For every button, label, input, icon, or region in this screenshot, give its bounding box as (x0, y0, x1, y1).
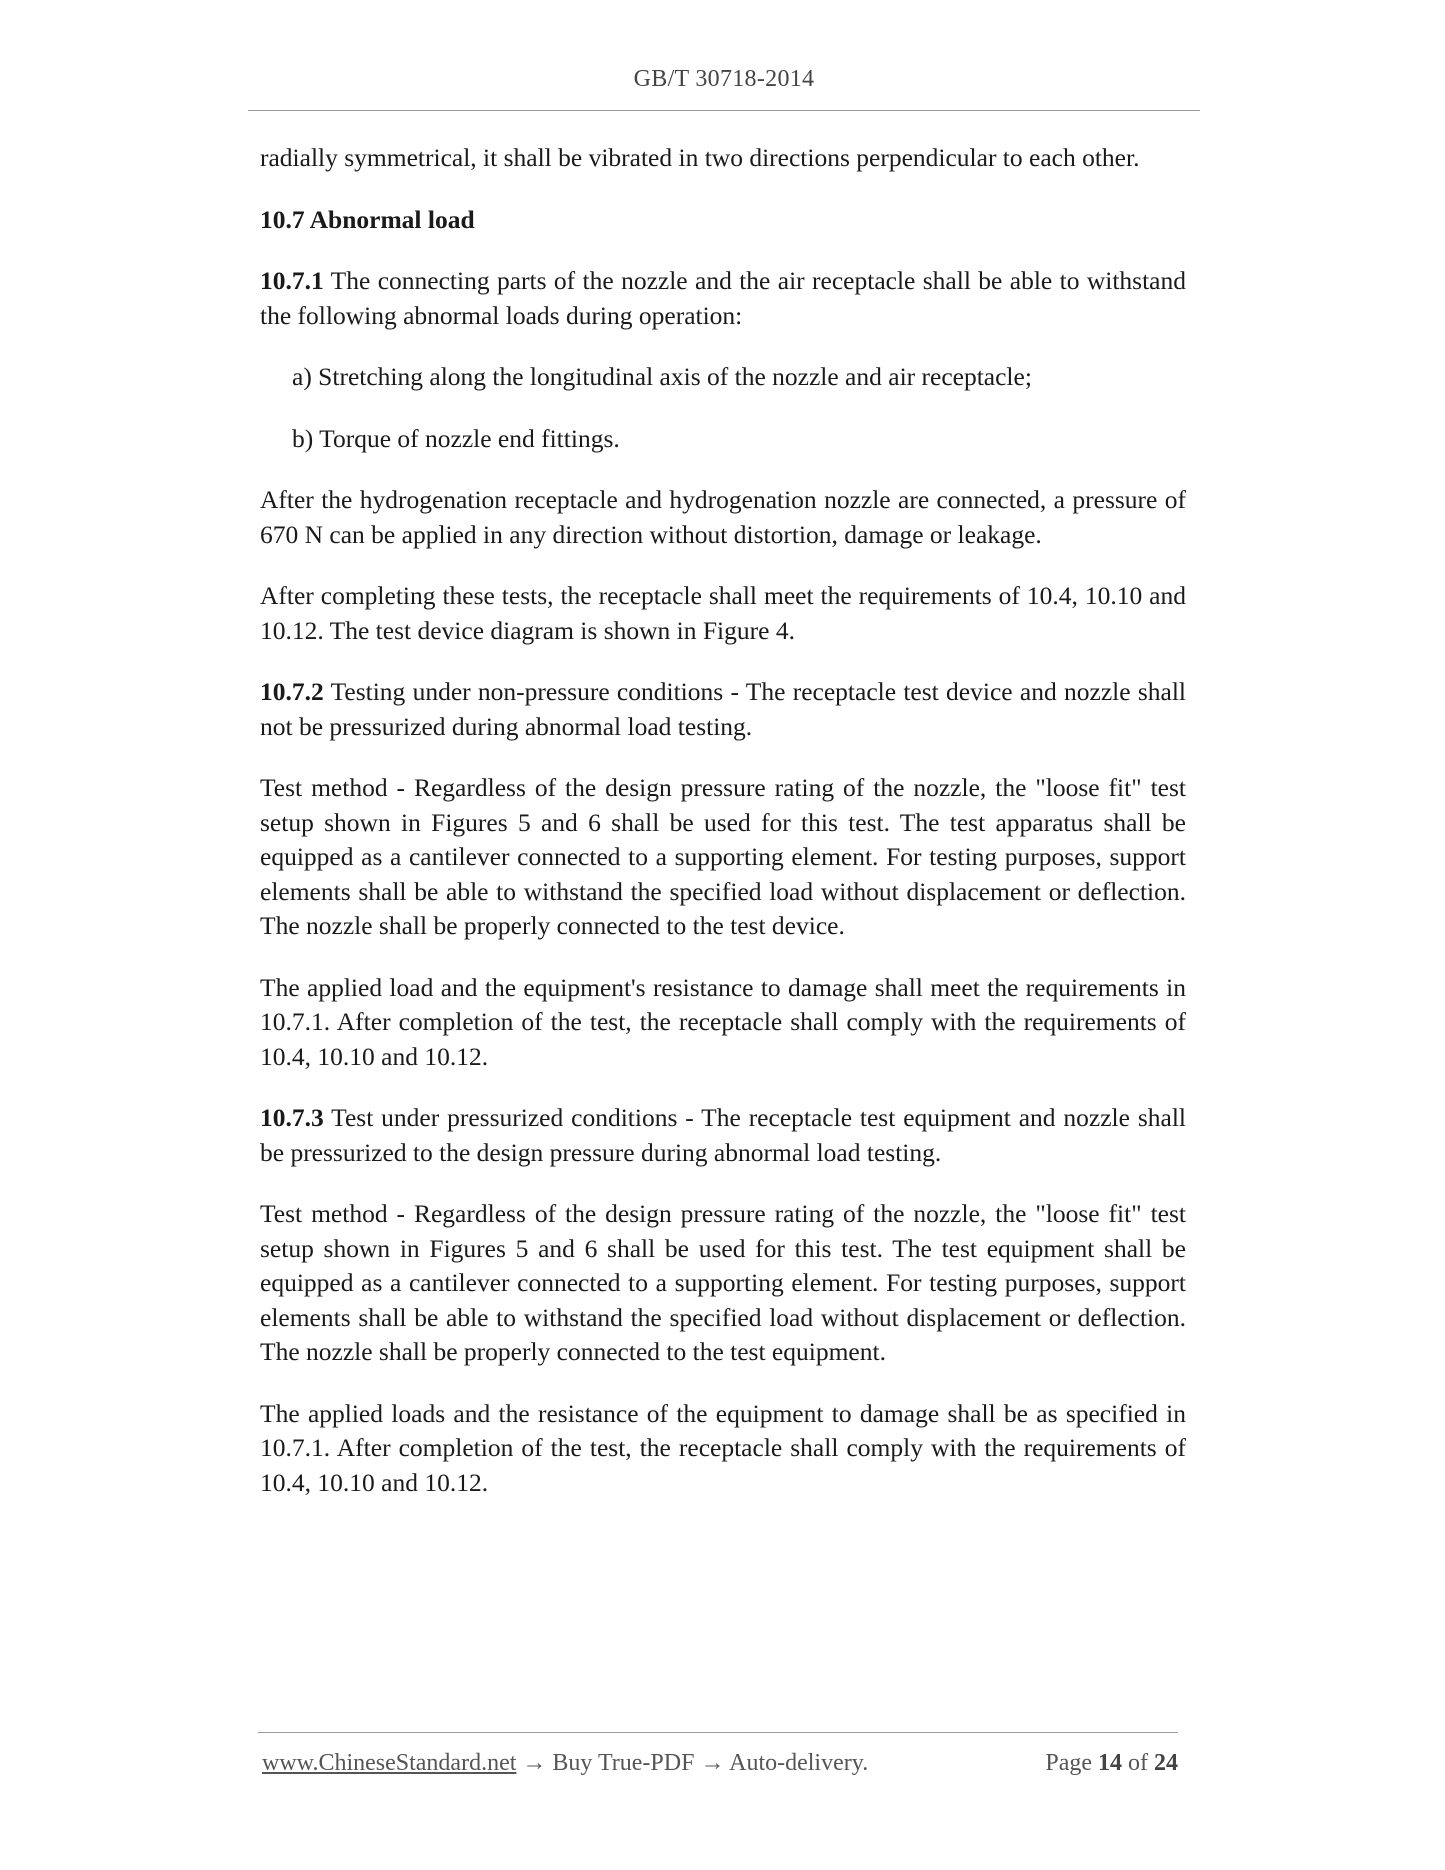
after-tests-paragraph: After completing these tests, the receptacle shall meet the requirements of 10.4, 10.10 and 10.12. The test device diagram is shown in Figure 4. (260, 581, 1186, 645)
list-item: b) Torque of nozzle end fittings. (292, 423, 620, 453)
test-method-paragraph: Test method - Regardless of the design pressure rating of the nozzle, the "loose fit" test setup shown in Figures 5 and 6 shall be used for this test. The test apparatus shall be equipped as a cantilever connected to a supporting element. For testing purposes, support elements shall be able to withstand the specified load without displacement or deflection. The nozzle shall be properly connected to the test device. (260, 773, 1186, 940)
clause-number: 10.7.2 (260, 677, 324, 706)
clause-number: 10.7.3 (260, 1103, 324, 1132)
clause-10-7-3 (260, 1101, 1186, 1170)
clause-text: Testing under non-pressure conditions - The receptacle test device and nozzle shall not be pressurized during abnormal load testing. (260, 677, 1186, 741)
page-indicator (1045, 1750, 1178, 1777)
footer-divider (258, 1732, 1178, 1733)
clause-10-7-1 (260, 264, 1186, 333)
footer-promo (262, 1750, 868, 1777)
promo-text: → Buy True-PDF → Auto-delivery. (516, 1750, 869, 1776)
list-item: a) Stretching along the longitudinal axis of the nozzle and air receptacle; (292, 362, 1032, 391)
pressure-paragraph: After the hydrogenation receptacle and hydrogenation nozzle are connected, a pressure of 670 N can be applied in any direction without distortion, damage or leakage. (260, 485, 1186, 549)
page-number: 14 (1098, 1750, 1122, 1776)
site-link[interactable]: www.ChineseStandard.net (262, 1750, 517, 1776)
clause-10-7-2 (260, 675, 1186, 744)
clause-text: The connecting parts of the nozzle and the air receptacle shall be able to withstand the following abnormal loads during operation: (260, 266, 1186, 330)
header-divider (248, 110, 1200, 111)
continuation-paragraph: radially symmetrical, it shall be vibrated in two directions perpendicular to each other. (260, 143, 1140, 172)
test-method-paragraph: Test method - Regardless of the design pressure rating of the nozzle, the "loose fit" test setup shown in Figures 5 and 6 shall be used for this test. The test equipment shall be equipped as a cantilever connected to a supporting element. For testing purposes, support elements shall be able to withstand the specified load without displacement or deflection. The nozzle shall be properly connected to the test equipment. (260, 1199, 1186, 1366)
section-heading: 10.7 Abnormal load (260, 204, 475, 234)
total-pages: 24 (1154, 1750, 1178, 1776)
of-label: of (1122, 1750, 1154, 1776)
document-header: GB/T 30718-2014 (633, 66, 815, 92)
applied-load-paragraph: The applied loads and the resistance of the equipment to damage shall be as specified in 10.7.1. After completion of the test, the receptacle shall comply with the requirements of 10.4, 10.10 and 10.12. (260, 1398, 1186, 1497)
clause-text: Test under pressurized conditions - The receptacle test equipment and nozzle shall be pressurized to the design pressure during abnormal load testing. (260, 1103, 1186, 1167)
page-content (260, 141, 1186, 1527)
clause-number: 10.7.1 (260, 266, 324, 295)
applied-load-paragraph: The applied load and the equipment's resistance to damage shall meet the requirements in 10.7.1. After completion of the test, the receptacle shall comply with the requirements of 10.4, 10.10 and 10.12. (260, 972, 1186, 1071)
page-label: Page (1045, 1750, 1098, 1776)
